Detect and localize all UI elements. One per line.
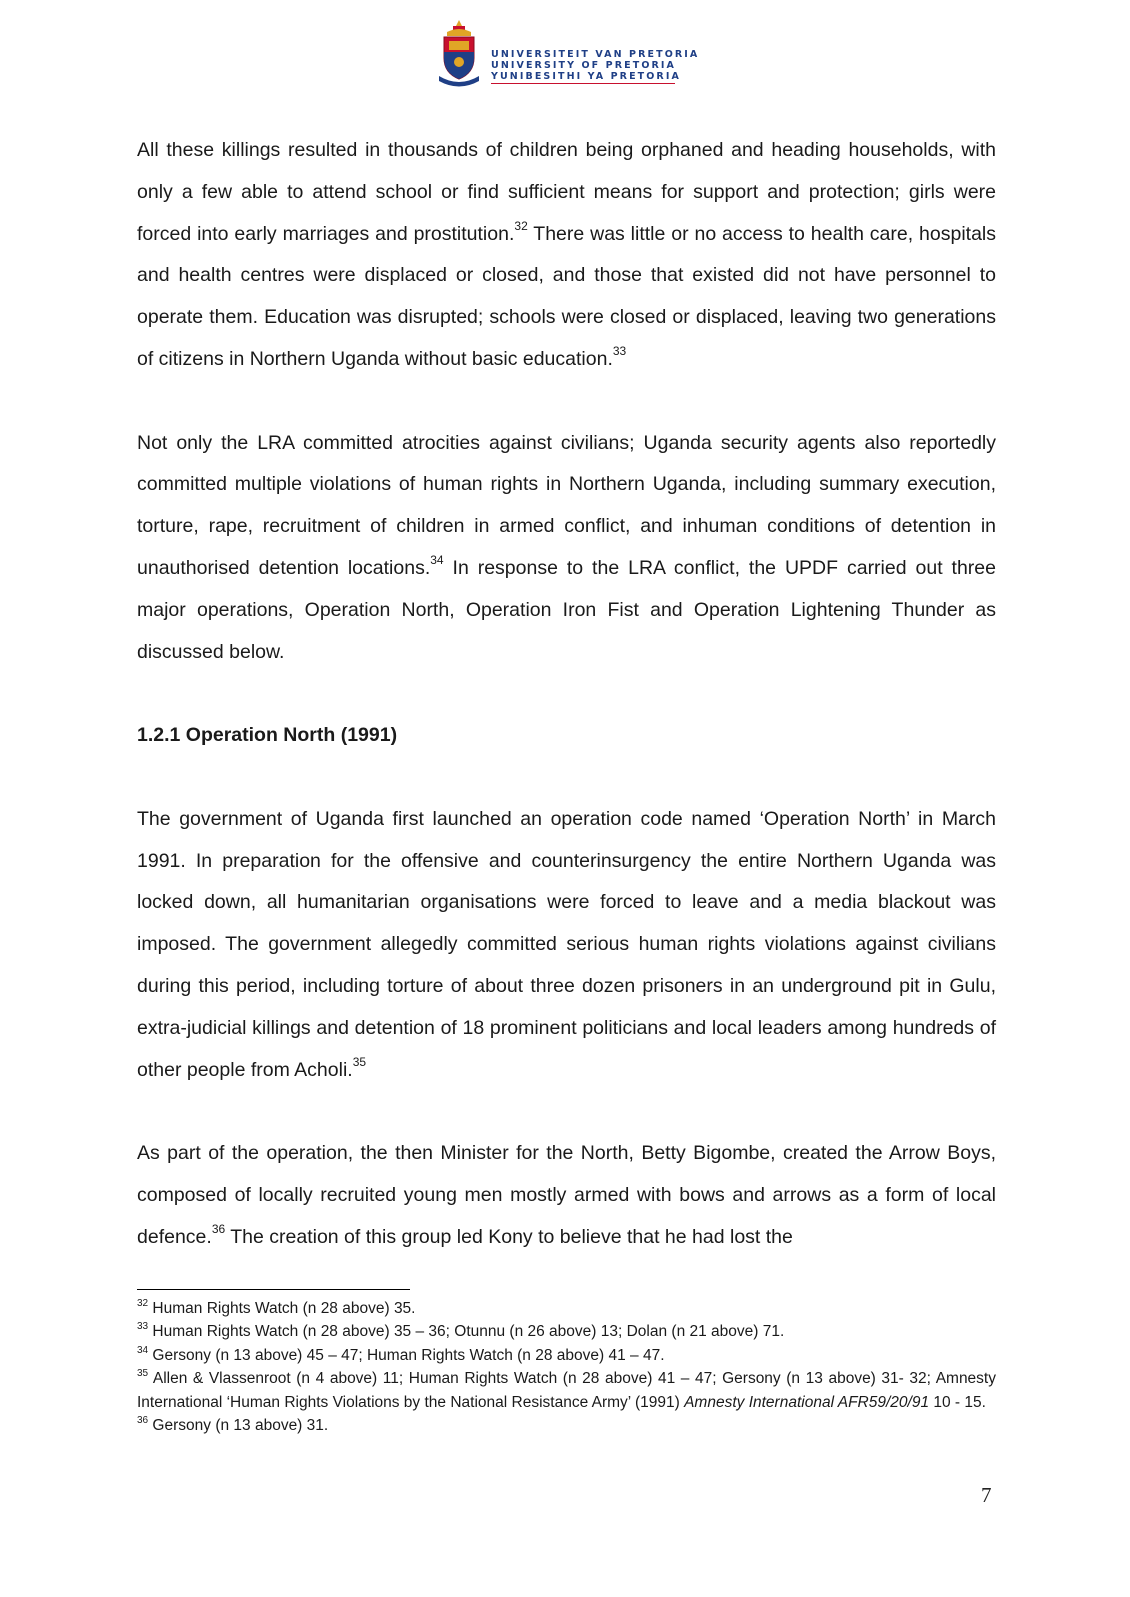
- footnote: [137, 1320, 996, 1343]
- footnote-ref[interactable]: 33: [612, 344, 627, 359]
- footnote: [137, 1297, 996, 1320]
- footnote-ref[interactable]: 32: [514, 219, 528, 234]
- section-heading: 1.2.1 Operation North (1991): [137, 724, 398, 747]
- paragraph-text: In response to the LRA conflict, the UPDF carried out three major operations, Operation North, Operation Iron Fist and Operation Lightening Thunder as discussed below.: [137, 556, 996, 663]
- footnote-ref[interactable]: 35: [352, 1055, 367, 1070]
- footnote-number: 33: [137, 1321, 149, 1333]
- footnote-italic-source: Amnesty International AFR59/20/91: [684, 1393, 930, 1411]
- paragraph-atrocities: [137, 423, 996, 674]
- footnote-text: Human Rights Watch (n 28 above) 35 – 36; Otunnu (n 26 above) 13; Dolan (n 21 above) 71.: [148, 1323, 785, 1341]
- paragraph-text: All these killings resulted in thousands of children being orphaned and heading households, with only a few able to attend school or find sufficient means for support and protection; girls were forced into early marriages and prostitution.: [137, 139, 996, 245]
- paragraph-text: The government of Uganda first launched an operation code named ‘Operation North’ in March 1991. In preparation for the offensive and counterinsurgency the entire Northern Uganda was locked down, all humanitarian organisations were forced to leave and a media blackout was imposed. The government allegedly committed serious human rights violations against civilians during this period, including torture of about three dozen prisoners in an underground pit in Gulu, extra-judicial killings and detention of 18 prominent politicians and local leaders among hundreds of other people from Acholi.: [137, 807, 996, 1081]
- university-name-english: UNIVERSITY OF PRETORIA: [491, 60, 676, 71]
- paragraph-text: As part of the operation, the then Minister for the North, Betty Bigombe, created the Arrow Boys, composed of locally recruited young men mostly armed with bows and arrows as a form of local defence.: [137, 1142, 996, 1248]
- page-number: 7: [981, 1483, 992, 1507]
- footnote-ref[interactable]: 36: [211, 1222, 226, 1237]
- paragraph-arrow-boys: [137, 1133, 996, 1258]
- footnotes: [137, 1297, 996, 1437]
- paragraph-operation-north: [137, 799, 996, 1092]
- university-logo: [437, 18, 700, 90]
- main-content: [137, 130, 996, 1259]
- footnote-text: Gersony (n 13 above) 31.: [148, 1417, 329, 1435]
- footnote-text: Gersony (n 13 above) 45 – 47; Human Rights Watch (n 28 above) 41 – 47.: [148, 1346, 665, 1364]
- university-name-afrikaans: UNIVERSITEIT VAN PRETORIA: [491, 49, 700, 60]
- footnote-text-tail: 10 - 15.: [929, 1393, 986, 1411]
- paragraph-killings: [137, 130, 996, 381]
- paragraph-text: There was little or no access to health care, hospitals and health centres were displaced or closed, and those that existed did not have personnel to operate them. Education was disrupted; schools were closed or displaced, leaving two generations of citizens in Northern Uganda without basic education.: [137, 222, 997, 370]
- university-name-sepedi: YUNIBESITHI YA PRETORIA: [491, 71, 681, 82]
- footnote-number: 36: [137, 1414, 149, 1426]
- footnote-text: Allen & Vlassenroot (n 4 above) 11; Human Rights Watch (n 28 above) 41 – 47; Gersony (n 13 above) 31- 32; Amnesty International ‘Human Rights Violations by the National Resistance Army’ (1991): [137, 1370, 996, 1411]
- footnote-number: 34: [137, 1344, 149, 1356]
- university-names: [491, 49, 699, 82]
- footnote-text: Human Rights Watch (n 28 above) 35.: [148, 1300, 416, 1317]
- paragraph-text: Not only the LRA committed atrocities against civilians; Uganda security agents also reportedly committed multiple violations of human rights in Northern Uganda, including summary execution, torture, rape, recruitment of children in armed conflict, and inhuman conditions of detention in unauthorised detention locations.: [137, 431, 996, 579]
- footnote: [137, 1367, 996, 1414]
- footnote-ref[interactable]: 34: [430, 553, 444, 568]
- footnote-separator: [137, 1289, 410, 1290]
- footnote: [137, 1414, 996, 1437]
- logo-underline: [491, 83, 675, 84]
- footnote: [137, 1344, 996, 1367]
- university-crest-icon: [437, 18, 481, 88]
- footnote-number: 35: [137, 1368, 149, 1380]
- paragraph-text: The creation of this group led Kony to believe that he had lost the: [225, 1225, 793, 1248]
- footnote-number: 32: [137, 1297, 149, 1309]
